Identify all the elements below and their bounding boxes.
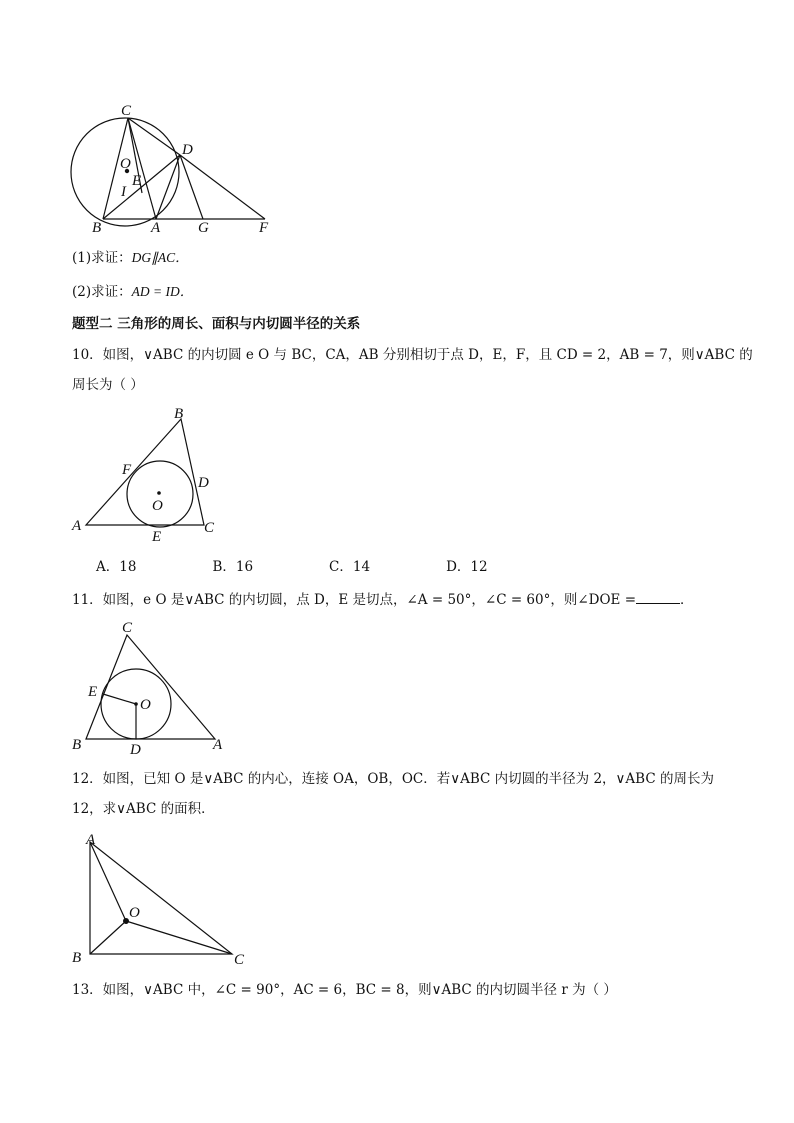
q13-line1: 13．如图，∨ABC 中，∠C = 90°，AC = 6，BC = 8，则∨ABC 的内切圆半径 r 为（ ） <box>72 982 617 998</box>
q10-choice-c[interactable]: C．14 <box>329 559 371 575</box>
q10-label-B: B <box>174 406 184 422</box>
q12-label-A: A <box>86 832 96 848</box>
q9-part2 <box>72 282 193 302</box>
q11-label-B: B <box>72 737 82 753</box>
q9-part1-prefix: (1)求证： <box>72 250 132 266</box>
q9-part2-math: AD = ID． <box>131 284 194 299</box>
q10-label-O: O <box>152 498 163 514</box>
label-O: O <box>120 156 131 172</box>
label-I: I <box>121 184 126 200</box>
q12-line2: 12，求∨ABC 的面积． <box>72 801 215 817</box>
q10-label-E: E <box>152 529 162 545</box>
figure-q11-incircle <box>72 618 237 758</box>
q12-line1: 12．如图，已知 O 是∨ABC 的内心，连接 OA，OB，OC．若∨ABC 内切圆的半径为 2，∨ABC 的周长为 <box>72 771 714 787</box>
q10-label-F: F <box>122 462 132 478</box>
q11-label-C: C <box>122 620 133 636</box>
q10-label-D: D <box>198 475 209 491</box>
q12-label-C: C <box>234 952 245 968</box>
q11-label-D: D <box>130 742 141 758</box>
q11-label-A: A <box>213 737 223 753</box>
label-D: D <box>182 142 193 158</box>
q10-line1: 10．如图，∨ABC 的内切圆 e O 与 BC，CA，AB 分别相切于点 D，E，F，且 CD = 2，AB = 7，则∨ABC 的 <box>72 347 753 363</box>
answer-blank[interactable] <box>636 589 680 604</box>
q9-part1-math: DG∥AC． <box>131 250 189 265</box>
q11-end: ． <box>680 592 694 608</box>
q11-line1 <box>72 589 694 610</box>
label-B: B <box>92 220 102 236</box>
label-C: C <box>121 103 132 119</box>
q10-choice-b[interactable]: B．16 <box>212 559 254 575</box>
q10-label-A: A <box>72 518 82 534</box>
q10-choice-a[interactable]: A．18 <box>96 559 137 575</box>
q9-part1 <box>72 248 189 268</box>
q10-label-C: C <box>204 520 215 536</box>
label-E: E <box>132 173 142 189</box>
label-A: A <box>151 220 161 236</box>
figure-circle-tangent <box>60 98 290 238</box>
q10-line2: 周长为（ ） <box>72 377 144 393</box>
figure-q10-incircle <box>66 402 236 547</box>
q10-choices <box>96 557 564 577</box>
q11-label-E: E <box>88 684 98 700</box>
label-F: F <box>259 220 269 236</box>
q12-label-O: O <box>129 905 140 921</box>
q10-choice-d[interactable]: D．12 <box>446 559 488 575</box>
label-G: G <box>198 220 209 236</box>
q12-label-B: B <box>72 950 82 966</box>
q11-label-O: O <box>140 697 151 713</box>
figure-q12-incenter <box>66 828 256 970</box>
q11-text: 11．如图，e O 是∨ABC 的内切圆，点 D，E 是切点，∠A = 50°，∠C = 60°，则∠DOE = <box>72 592 637 608</box>
section-title: 题型二 三角形的周长、面积与内切圆半径的关系 <box>72 316 361 332</box>
q9-part2-prefix: (2)求证： <box>72 284 132 300</box>
